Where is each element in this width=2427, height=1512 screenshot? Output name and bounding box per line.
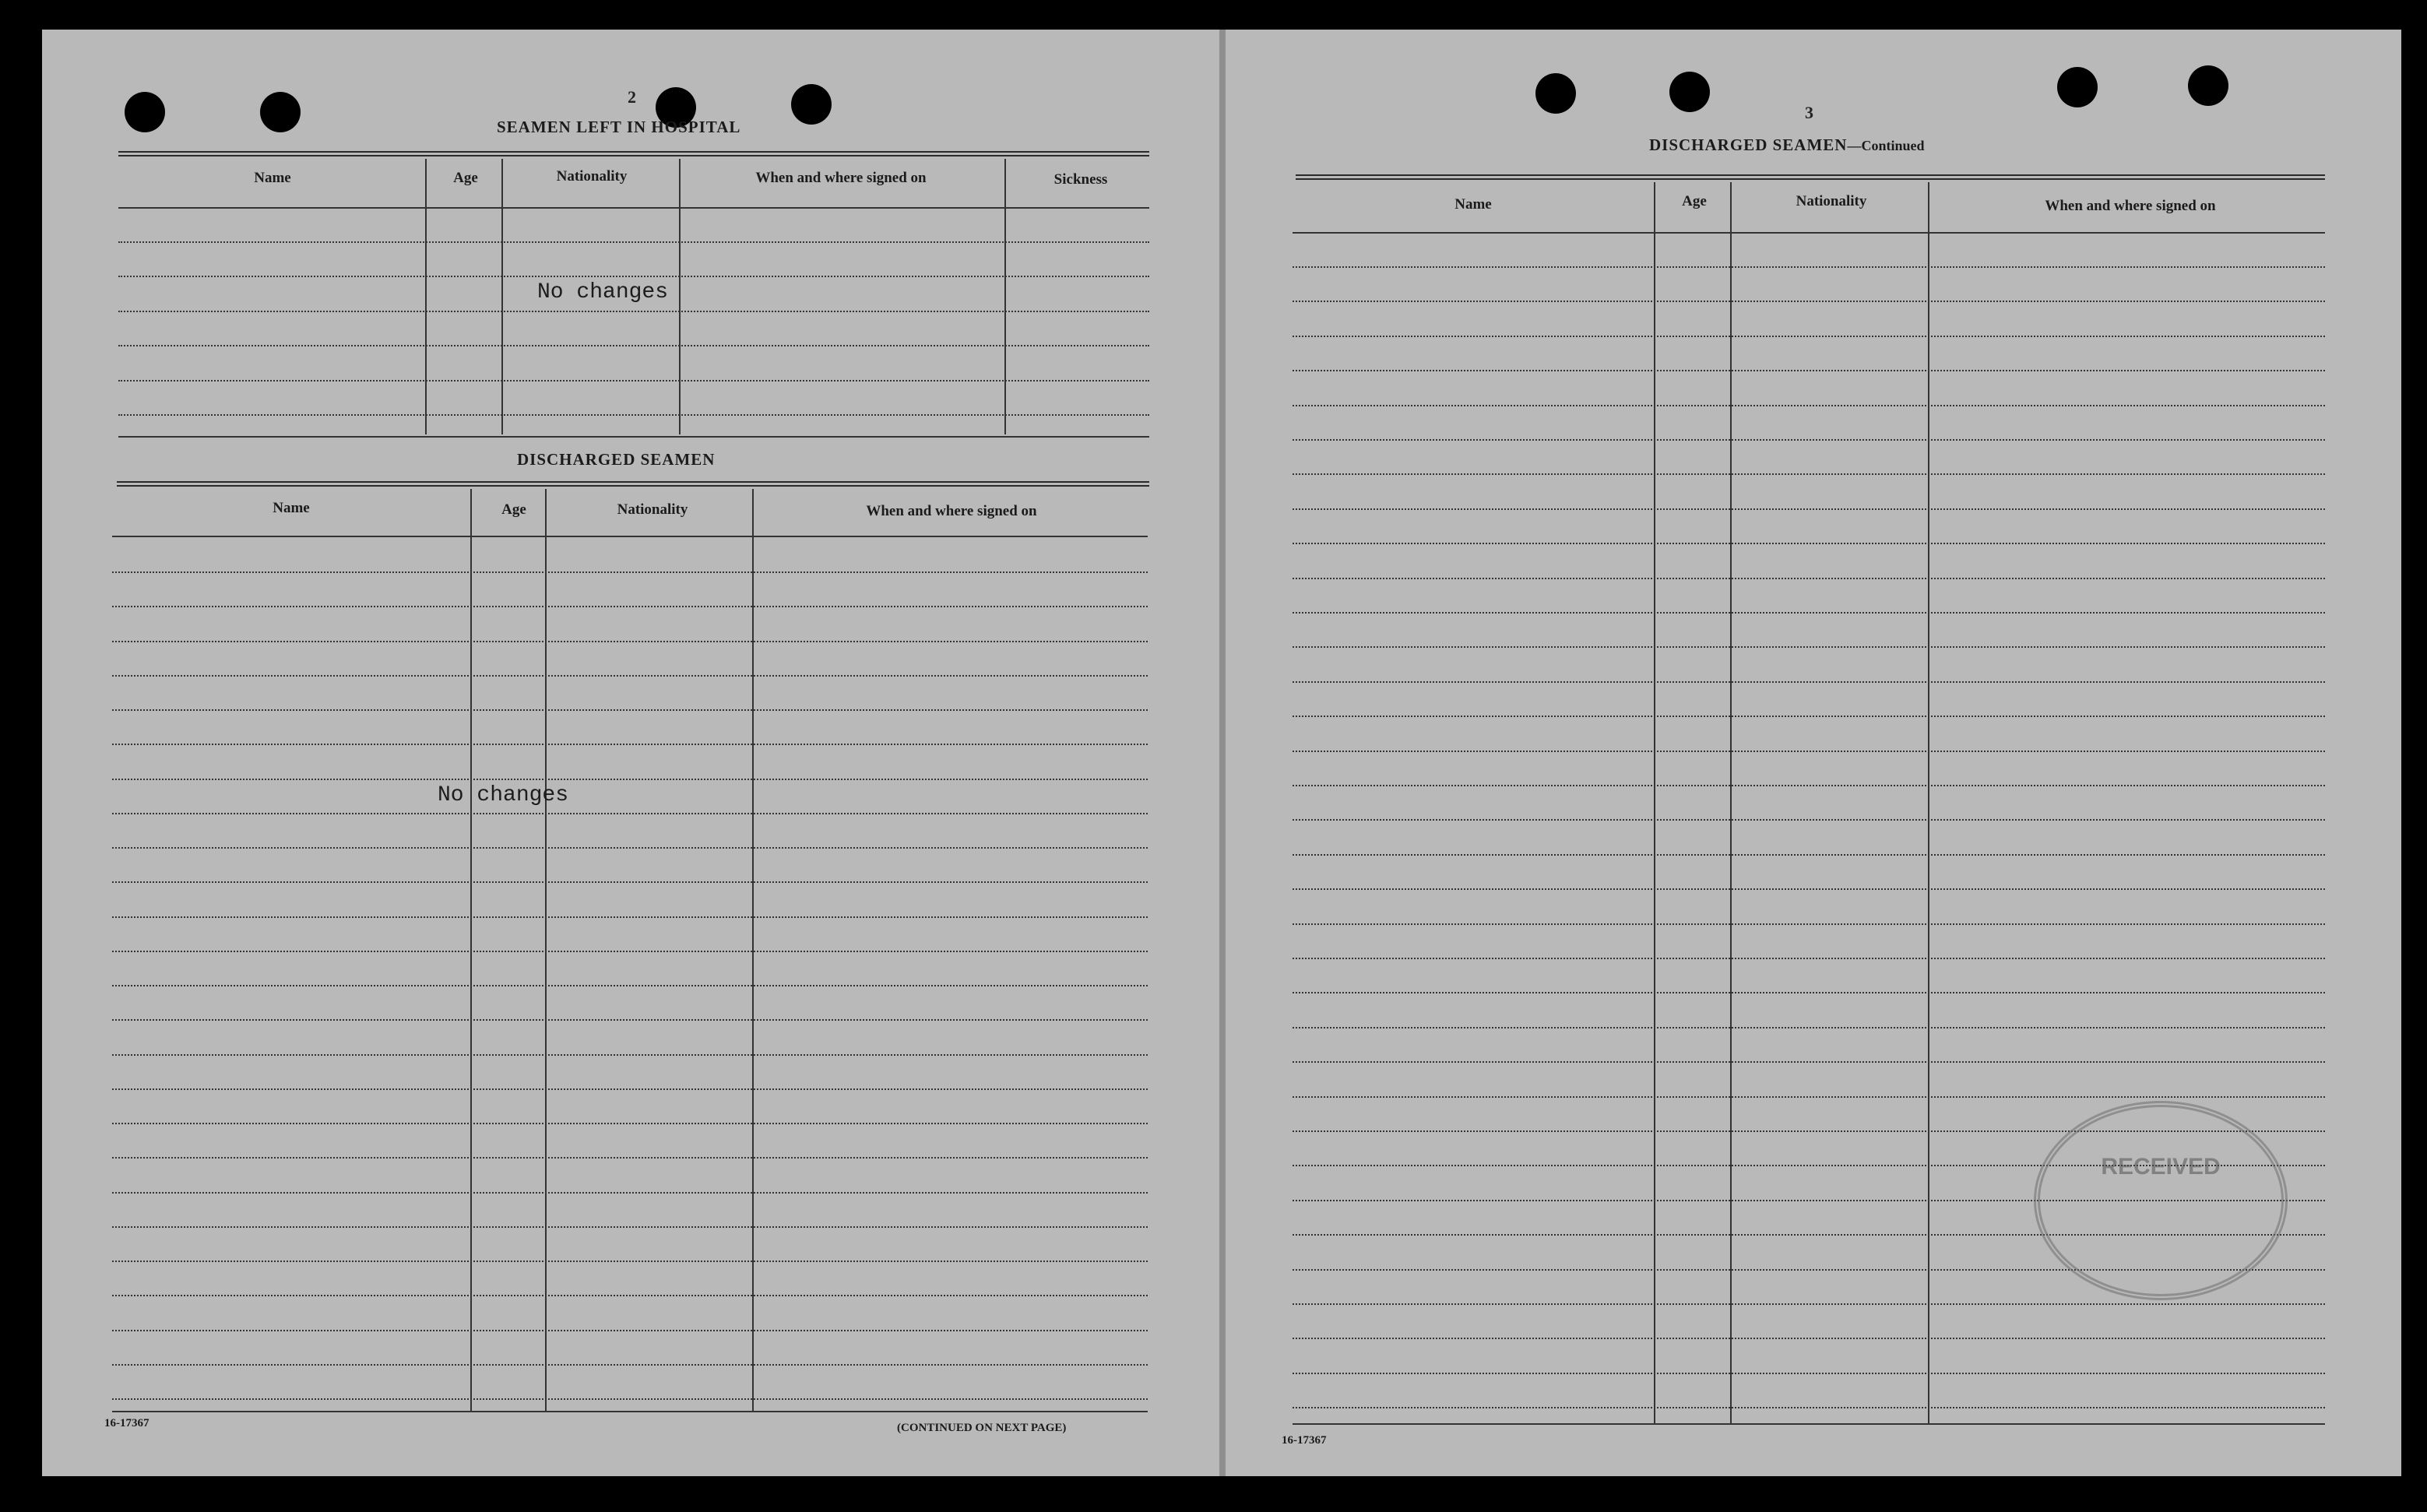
- header-rule: [112, 536, 1148, 537]
- ruled-line: [118, 380, 1149, 382]
- ruled-line: [1293, 1096, 2325, 1098]
- ruled-line: [1293, 958, 2325, 959]
- typed-note: No changes: [537, 280, 669, 304]
- ruled-line: [112, 985, 1148, 986]
- ruled-line: [1293, 578, 2325, 579]
- column-divider: [1730, 182, 1732, 1423]
- ruled-line: [1293, 336, 2325, 337]
- ruled-line: [112, 1157, 1148, 1159]
- punch-hole: [2057, 67, 2098, 107]
- col-header-signed-on: When and where signed on: [2045, 198, 2216, 214]
- ruled-line: [112, 641, 1148, 642]
- ruled-line: [112, 1398, 1148, 1400]
- col-header-age: Age: [1682, 193, 1707, 209]
- col-header-signed-on: When and where signed on: [866, 503, 1037, 519]
- ruled-line: [112, 1019, 1148, 1021]
- ruled-line: [118, 276, 1149, 277]
- ruled-line: [1293, 819, 2325, 821]
- ruled-line: [112, 916, 1148, 918]
- ruled-line: [118, 345, 1149, 346]
- col-header-signed-on: When and where signed on: [755, 170, 927, 186]
- ruled-line: [1293, 1373, 2325, 1374]
- ruled-line: [1293, 508, 2325, 510]
- ruled-line: [112, 951, 1148, 952]
- column-divider: [545, 489, 547, 1411]
- header-rule: [118, 207, 1149, 209]
- ruled-line: [112, 675, 1148, 677]
- col-header-nationality: Nationality: [1796, 193, 1867, 209]
- ruled-line: [1293, 301, 2325, 302]
- ruled-line: [118, 311, 1149, 312]
- title-suffix: —Continued: [1847, 138, 1925, 153]
- ruled-line: [112, 1261, 1148, 1262]
- col-header-sickness: Sickness: [1053, 171, 1108, 188]
- ruled-line: [1293, 1407, 2325, 1408]
- section-rule: [117, 481, 1149, 487]
- column-divider: [470, 489, 472, 1411]
- punch-hole: [1669, 72, 1710, 112]
- stamp-text: RECEIVED: [2101, 1154, 2221, 1180]
- ruled-line: [118, 241, 1149, 243]
- ruled-line: [1293, 1027, 2325, 1029]
- page-gutter: [1219, 30, 1226, 1476]
- ruled-line: [112, 1123, 1148, 1124]
- punch-hole: [1535, 73, 1576, 114]
- left-page: [42, 30, 1222, 1476]
- punch-hole: [791, 84, 832, 125]
- ruled-line: [112, 1364, 1148, 1366]
- col-header-name: Name: [273, 500, 310, 516]
- ruled-line: [112, 881, 1148, 883]
- column-divider: [1928, 182, 1929, 1423]
- column-divider: [425, 159, 427, 434]
- ruled-line: [1293, 854, 2325, 856]
- ruled-line: [112, 1330, 1148, 1331]
- page-number: 2: [628, 87, 636, 107]
- ruled-line: [1293, 646, 2325, 648]
- punch-hole: [125, 92, 165, 132]
- header-rule: [1293, 232, 2325, 234]
- punch-hole: [260, 92, 301, 132]
- bottom-rule: [1293, 1423, 2325, 1425]
- continued-note: (CONTINUED ON NEXT PAGE): [897, 1422, 1067, 1434]
- col-header-age: Age: [501, 501, 526, 518]
- ruled-line: [1293, 681, 2325, 683]
- column-divider: [679, 159, 681, 434]
- ruled-line: [1293, 543, 2325, 544]
- discharged-section-title: DISCHARGED SEAMEN: [517, 450, 716, 469]
- ruled-line: [1293, 1061, 2325, 1063]
- column-divider: [501, 159, 503, 434]
- ruled-line: [112, 709, 1148, 711]
- section-rule: [1296, 174, 2325, 180]
- ruled-line: [112, 813, 1148, 814]
- ruled-line: [118, 414, 1149, 416]
- column-divider: [752, 489, 754, 1411]
- ruled-line: [112, 744, 1148, 745]
- ruled-line: [112, 1295, 1148, 1296]
- ruled-line: [1293, 751, 2325, 752]
- title-main: DISCHARGED SEAMEN: [1649, 135, 1848, 154]
- ruled-line: [1293, 785, 2325, 786]
- discharged-continued-title: [1649, 135, 1924, 155]
- column-divider: [1654, 182, 1655, 1423]
- ruled-line: [1293, 923, 2325, 925]
- col-header-nationality: Nationality: [617, 501, 688, 518]
- hospital-section-title: SEAMEN LEFT IN HOSPITAL: [497, 118, 741, 136]
- bottom-rule: [112, 1411, 1148, 1412]
- ruled-line: [1293, 1303, 2325, 1305]
- ruled-line: [112, 1088, 1148, 1090]
- ruled-line: [1293, 439, 2325, 441]
- ruled-line: [112, 847, 1148, 849]
- ruled-line: [1293, 716, 2325, 717]
- col-header-age: Age: [453, 170, 478, 186]
- ruled-line: [1293, 473, 2325, 475]
- ruled-line: [112, 1226, 1148, 1228]
- col-header-name: Name: [254, 170, 291, 186]
- ruled-line: [1293, 405, 2325, 406]
- form-number: 16-17367: [104, 1417, 149, 1429]
- ruled-line: [1293, 266, 2325, 268]
- column-divider: [1004, 159, 1006, 434]
- bottom-rule: [118, 436, 1149, 438]
- ruled-line: [1293, 370, 2325, 371]
- form-number: 16-17367: [1282, 1434, 1327, 1447]
- ruled-line: [1293, 1338, 2325, 1339]
- ruled-line: [1293, 992, 2325, 993]
- punch-hole: [2188, 65, 2228, 106]
- ruled-line: [112, 1192, 1148, 1194]
- page-number: 3: [1805, 103, 1813, 122]
- ruled-line: [1293, 612, 2325, 614]
- col-header-name: Name: [1454, 196, 1492, 213]
- typed-note: No changes: [438, 783, 569, 807]
- section-rule: [118, 151, 1149, 156]
- ruled-line: [112, 606, 1148, 607]
- received-stamp: [2034, 1101, 2288, 1300]
- ruled-line: [112, 1054, 1148, 1056]
- col-header-nationality: Nationality: [556, 168, 628, 185]
- ruled-line: [1293, 888, 2325, 890]
- ruled-line: [112, 571, 1148, 573]
- ruled-line: [112, 779, 1148, 780]
